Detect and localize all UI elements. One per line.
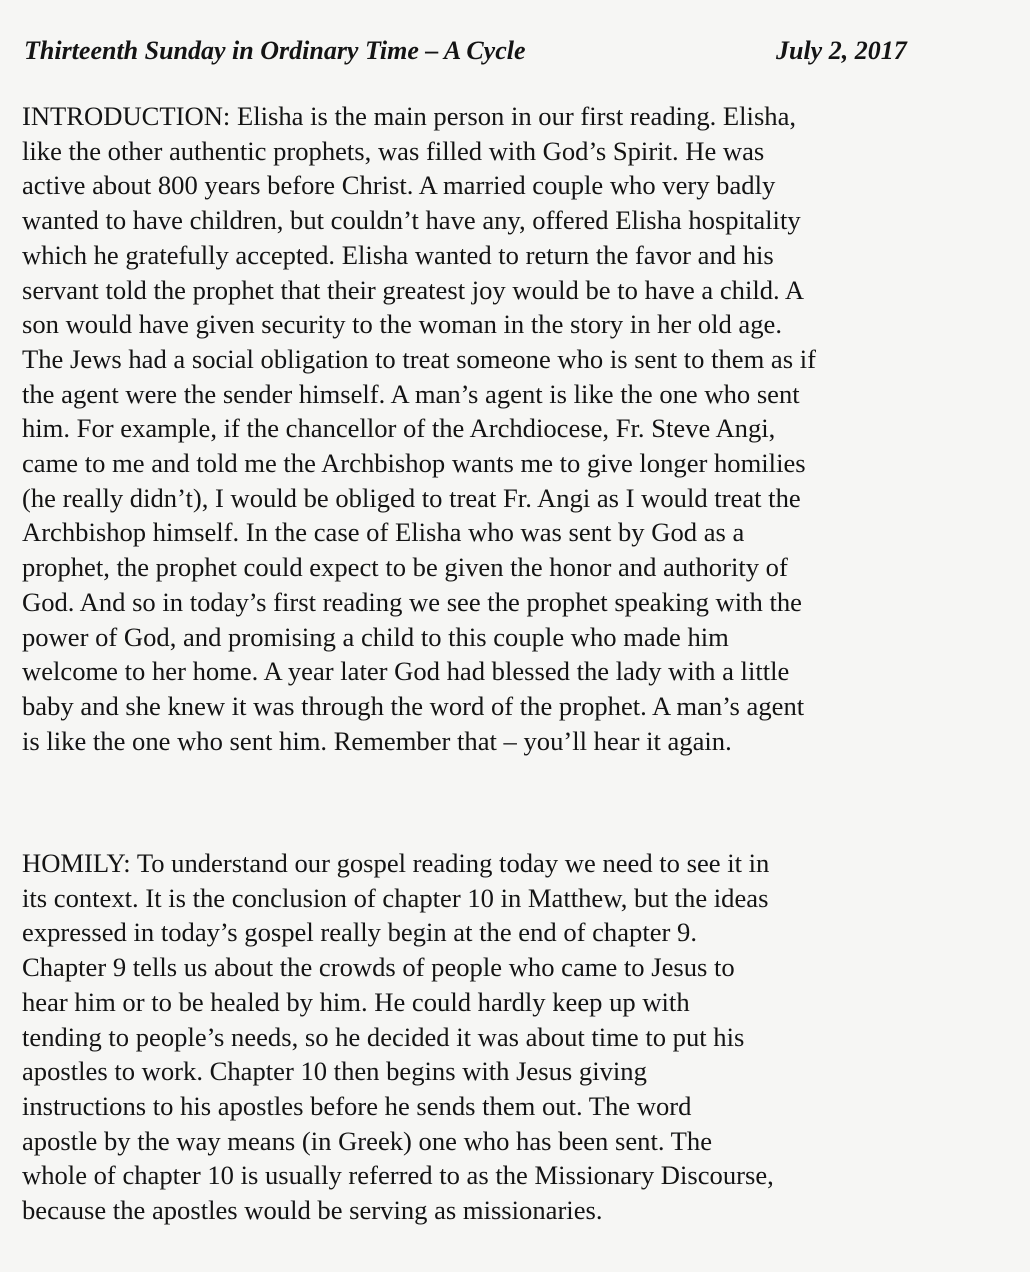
text-line: apostles to work. Chapter 10 then begins with Jesus giving xyxy=(22,1056,647,1087)
page-date: July 2, 2017 xyxy=(776,36,907,65)
text-line: son would have given security to the woman in the story in her old age. xyxy=(22,309,782,340)
page-header xyxy=(0,30,1030,70)
introduction-paragraph xyxy=(22,99,1012,758)
text-line: apostle by the way means (in Greek) one who has been sent. The xyxy=(22,1125,712,1156)
text-line: God. And so in today’s first reading we see the prophet speaking with the xyxy=(22,586,802,617)
text-line: tending to people’s needs, so he decided it was about time to put his xyxy=(22,1021,745,1052)
text-line: power of God, and promising a child to this couple who made him xyxy=(22,621,729,652)
text-line: wanted to have children, but couldn’t have any, offered Elisha hospitality xyxy=(22,205,801,236)
text-line: instructions to his apostles before he sends them out. The word xyxy=(22,1090,692,1121)
text-line: Chapter 9 tells us about the crowds of people who came to Jesus to xyxy=(22,952,735,983)
text-line: prophet, the prophet could expect to be given the honor and authority of xyxy=(22,552,788,583)
text-line: whole of chapter 10 is usually referred to as the Missionary Discourse, xyxy=(22,1160,774,1191)
text-line: welcome to her home. A year later God had blessed the lady with a little xyxy=(22,656,790,687)
text-line: which he gratefully accepted. Elisha wanted to return the favor and his xyxy=(22,239,774,270)
text-line: Archbishop himself. In the case of Elisha who was sent by God as a xyxy=(22,517,745,548)
text-line: expressed in today’s gospel really begin at the end of chapter 9. xyxy=(22,917,697,948)
text-line: servant told the prophet that their greatest joy would be to have a child. A xyxy=(22,274,805,305)
text-line: is like the one who sent him. Remember that – you’ll hear it again. xyxy=(22,725,732,756)
text-line: HOMILY: To understand our gospel reading today we need to see it in xyxy=(22,848,770,878)
text-line: INTRODUCTION: Elisha is the main person in our first reading. Elisha, xyxy=(22,101,797,131)
text-line: him. For example, if the chancellor of the Archdiocese, Fr. Steve Angi, xyxy=(22,413,776,444)
text-line: the agent were the sender himself. A man’s agent is like the one who sent xyxy=(22,378,800,409)
homily-paragraph xyxy=(22,846,1012,1228)
text-line: hear him or to be healed by him. He could hardly keep up with xyxy=(22,986,690,1017)
text-line: came to me and told me the Archbishop wants me to give longer homilies xyxy=(22,448,806,479)
text-line: The Jews had a social obligation to treat someone who is sent to them as if xyxy=(22,343,816,374)
text-line: because the apostles would be serving as missionaries. xyxy=(22,1195,603,1226)
text-line: its context. It is the conclusion of chapter 10 in Matthew, but the ideas xyxy=(22,882,769,913)
text-line: (he really didn’t), I would be obliged to treat Fr. Angi as I would treat the xyxy=(22,482,801,513)
text-line: like the other authentic prophets, was filled with God’s Spirit. He was xyxy=(22,135,765,166)
page-title: Thirteenth Sunday in Ordinary Time – A Cycle xyxy=(24,36,526,65)
text-line: baby and she knew it was through the word of the prophet. A man’s agent xyxy=(22,690,805,721)
text-line: active about 800 years before Christ. A married couple who very badly xyxy=(22,170,776,201)
